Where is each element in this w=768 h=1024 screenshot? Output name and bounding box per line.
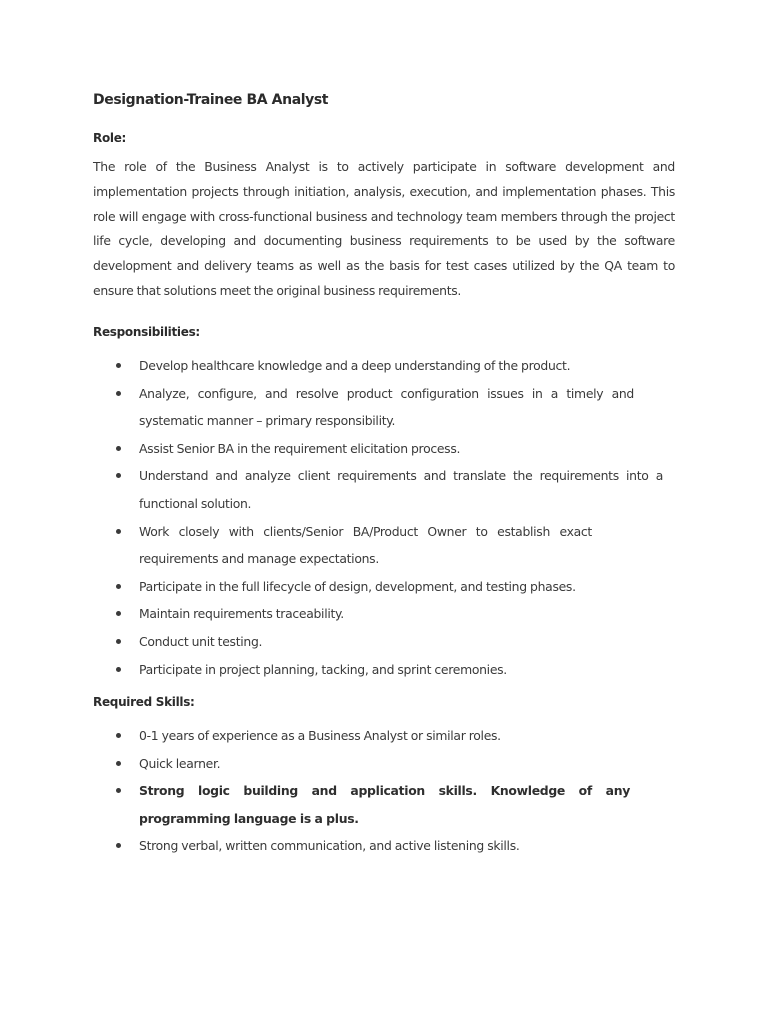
required-skills-heading: Required Skills: [93,695,195,709]
list-item-text: Maintain requirements traceability. [139,606,344,622]
bullet-icon [116,788,121,793]
role-paragraph: The role of the Business Analyst is to actively participate in software development and implementation projects through initiation, analysis, execution, and implementation phases. This role will engage with cross-functional business and technology team members through the project life cycle, developing and documenting business requirements to be used by the software development and delivery teams as well as the basis for test cases utilized by the QA team to ensure that solutions meet the original business requirements. [93,159,675,298]
bullet-icon [116,611,121,616]
list-item [112,777,630,832]
list-item [112,573,663,601]
list-item [112,518,592,573]
list-item [112,656,663,684]
list-item-text: Strong logic building and application skills. Knowledge of any programming language is a plus. [139,783,630,826]
role-heading: Role: [93,131,127,145]
responsibilities-heading: Responsibilities: [93,325,200,339]
list-item-text: Work closely with clients/Senior BA/Product Owner to establish exact requirements and manage expectations. [139,523,592,567]
list-item-text: Develop healthcare knowledge and a deep understanding of the product. [139,358,571,373]
list-item [112,462,663,517]
list-item-text: Quick learner. [139,755,221,771]
list-item-text: Assist Senior BA in the requirement elicitation process. [139,440,461,456]
bullet-icon [116,761,121,766]
list-item [112,600,663,628]
list-item-text: Participate in project planning, tacking, and sprint ceremonies. [139,661,507,677]
bullet-icon [116,363,121,368]
bullet-icon [116,843,121,848]
bullet-icon [116,529,121,534]
list-item [112,628,663,656]
list-item-text: Conduct unit testing. [139,633,263,649]
list-item [112,750,631,778]
bullet-icon [116,446,121,451]
list-item-text: Strong verbal, written communication, and active listening skills. [139,838,520,854]
required-skills-list [112,722,631,860]
list-item-text: Understand and analyze client requirements and translate the requirements into a functional solution. [139,468,663,511]
bullet-icon [116,391,121,396]
document-title: Designation-Trainee BA Analyst [93,92,329,108]
bullet-icon [116,639,121,644]
list-item [112,435,663,463]
list-item [112,352,663,380]
list-item [112,722,631,750]
bullet-icon [116,667,121,672]
list-item-text: Participate in the full lifecycle of design, development, and testing phases. [139,578,576,594]
bullet-icon [116,584,121,589]
list-item-text: Analyze, configure, and resolve product configuration issues in a timely and systematic manner – primary responsibility. [139,385,634,429]
list-item [112,832,631,860]
bullet-icon [116,733,121,738]
responsibilities-list [112,352,663,683]
list-item [112,380,634,435]
bullet-icon [116,473,121,478]
list-item-text: 0-1 years of experience as a Business Analyst or similar roles. [139,728,501,743]
